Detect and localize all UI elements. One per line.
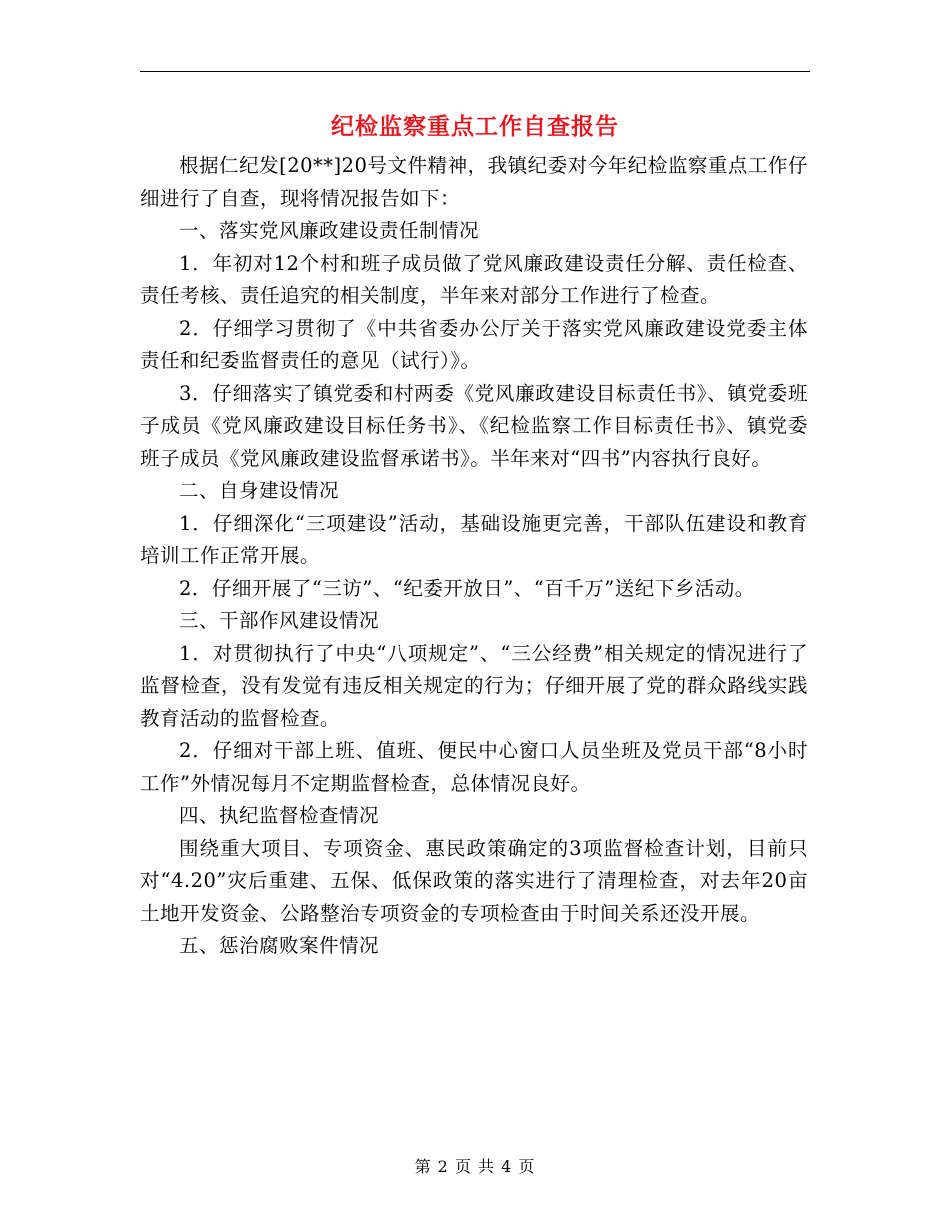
paragraph-3-2: 2．仔细对干部上班、值班、便民中心窗口人员坐班及党员干部“8小时工作”外情况每月不定期监督检查，总体情况良好。 (140, 739, 808, 795)
section-heading-3: 三、干部作风建设情况 (179, 609, 380, 632)
paragraph-1-2: 2．仔细学习贯彻了《中共省委办公厅关于落实党风廉政建设党委主体责任和纪委监督责任的意见（试行）》。 (140, 316, 808, 372)
section-heading-5: 五、惩治腐败案件情况 (179, 934, 380, 957)
paragraph-1-1: 1．年初对12个村和班子成员做了党风廉政建设责任分解、责任检查、责任考核、责任追究的相关制度，半年来对部分工作进行了检查。 (140, 251, 808, 307)
paragraph-1-3: 3．仔细落实了镇党委和村两委《党风廉政建设目标责任书》、镇党委班子成员《党风廉政建设目标任务书》、《纪检监察工作目标责任书》、镇党委班子成员《党风廉政建设监督承诺书》。半年来对“四书”内容执行良好。 (140, 381, 808, 470)
paragraph-2-1: 1．仔细深化“三项建设”活动，基础设施更完善，干部队伍建设和教育培训工作正常开展。 (140, 511, 808, 567)
document-body (140, 150, 808, 963)
document-title: 纪检监察重点工作自查报告 (331, 113, 619, 140)
paragraph-4-1: 围绕重大项目、专项资金、惠民政策确定的3项监督检查计划，目前只对“4.20”灾后重建、五保、低保政策的落实进行了清理检查，对去年20亩土地开发资金、公路整治专项资金的专项检查由于时间关系还没开展。 (140, 836, 808, 925)
paragraph-2-2: 2．仔细开展了“三访”、“纪委开放日”、“百千万”送纪下乡活动。 (179, 576, 755, 600)
section-heading-1: 一、落实党风廉政建设责任制情况 (179, 219, 480, 242)
section-heading-4: 四、执纪监督检查情况 (179, 804, 380, 827)
page-number: 第 2 页 共 4 页 (414, 1157, 536, 1176)
section-heading-2: 二、自身建设情况 (179, 479, 340, 502)
paragraph-3-1: 1．对贯彻执行了中央“八项规定”、“三公经费”相关规定的情况进行了监督检查，没有发觉有违反相关规定的行为；仔细开展了党的群众路线实践教育活动的监督检查。 (140, 641, 808, 730)
header-rule (140, 71, 810, 72)
paragraph-intro: 根据仁纪发[20**]20号文件精神，我镇纪委对今年纪检监察重点工作仔细进行了自查，现将情况报告如下： (140, 154, 808, 210)
